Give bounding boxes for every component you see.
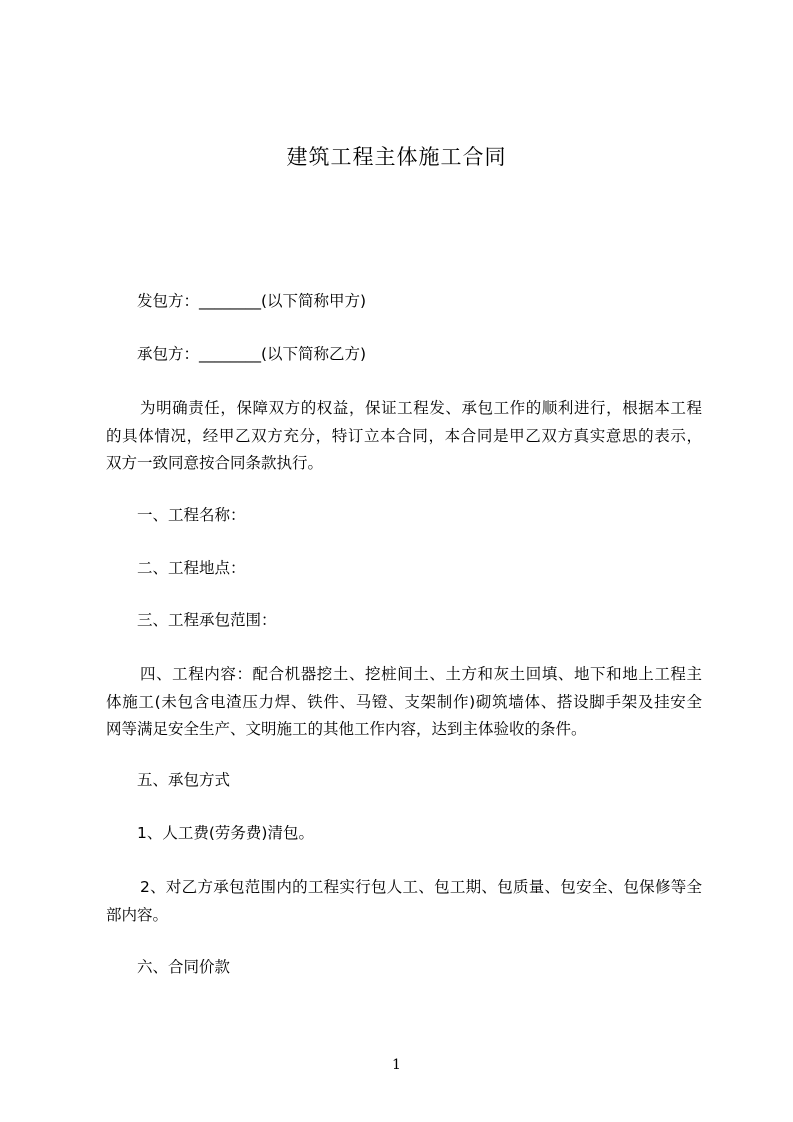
work-content-line-1: 四、工程内容：配合机器挖土、挖桩间土、土方和灰土回填、地下和地上工程主 <box>140 665 702 683</box>
party-a-line: 发包方：________(以下简称甲方) <box>137 292 367 310</box>
full-package-line-2: 部内容。 <box>106 905 169 924</box>
item-labor-cost: 1、人工费(劳务费)清包。 <box>137 824 314 842</box>
page-number: 1 <box>392 1057 401 1073</box>
section-contract-scope: 三、工程承包范围： <box>137 611 277 629</box>
full-package-line-1: 2、对乙方承包范围内的工程实行包人工、包工期、包质量、包安全、包保修等全 <box>140 878 702 896</box>
intro-line-2: 的具体情况，经甲乙双方充分，特订立本合同，本合同是甲乙双方真实意思的表示， <box>106 426 702 445</box>
item-full-package <box>106 874 702 929</box>
work-content-line-2: 体施工(未包含电渣压力焊、铁件、马镫、支架制作)砌筑墙体、搭设脚手架及挂安全 <box>106 692 702 711</box>
section-work-content <box>106 661 702 744</box>
intro-line-3: 双方一致同意按合同条款执行。 <box>106 454 324 472</box>
party-b-line: 承包方：________(以下简称乙方) <box>137 345 367 363</box>
intro-paragraph <box>106 395 702 478</box>
section-contract-method: 五、承包方式 <box>137 771 231 789</box>
intro-line-1: 为明确责任，保障双方的权益，保证工程发、承包工作的顺利进行，根据本工程 <box>140 399 702 417</box>
section-project-name: 一、工程名称： <box>137 506 246 524</box>
work-content-line-3: 网等满足安全生产、文明施工的其他工作内容，达到主体验收的条件。 <box>106 720 587 738</box>
section-contract-price: 六、合同价款 <box>137 958 231 976</box>
document-title: 建筑工程主体施工合同 <box>286 145 507 169</box>
section-project-location: 二、工程地点： <box>137 559 246 577</box>
